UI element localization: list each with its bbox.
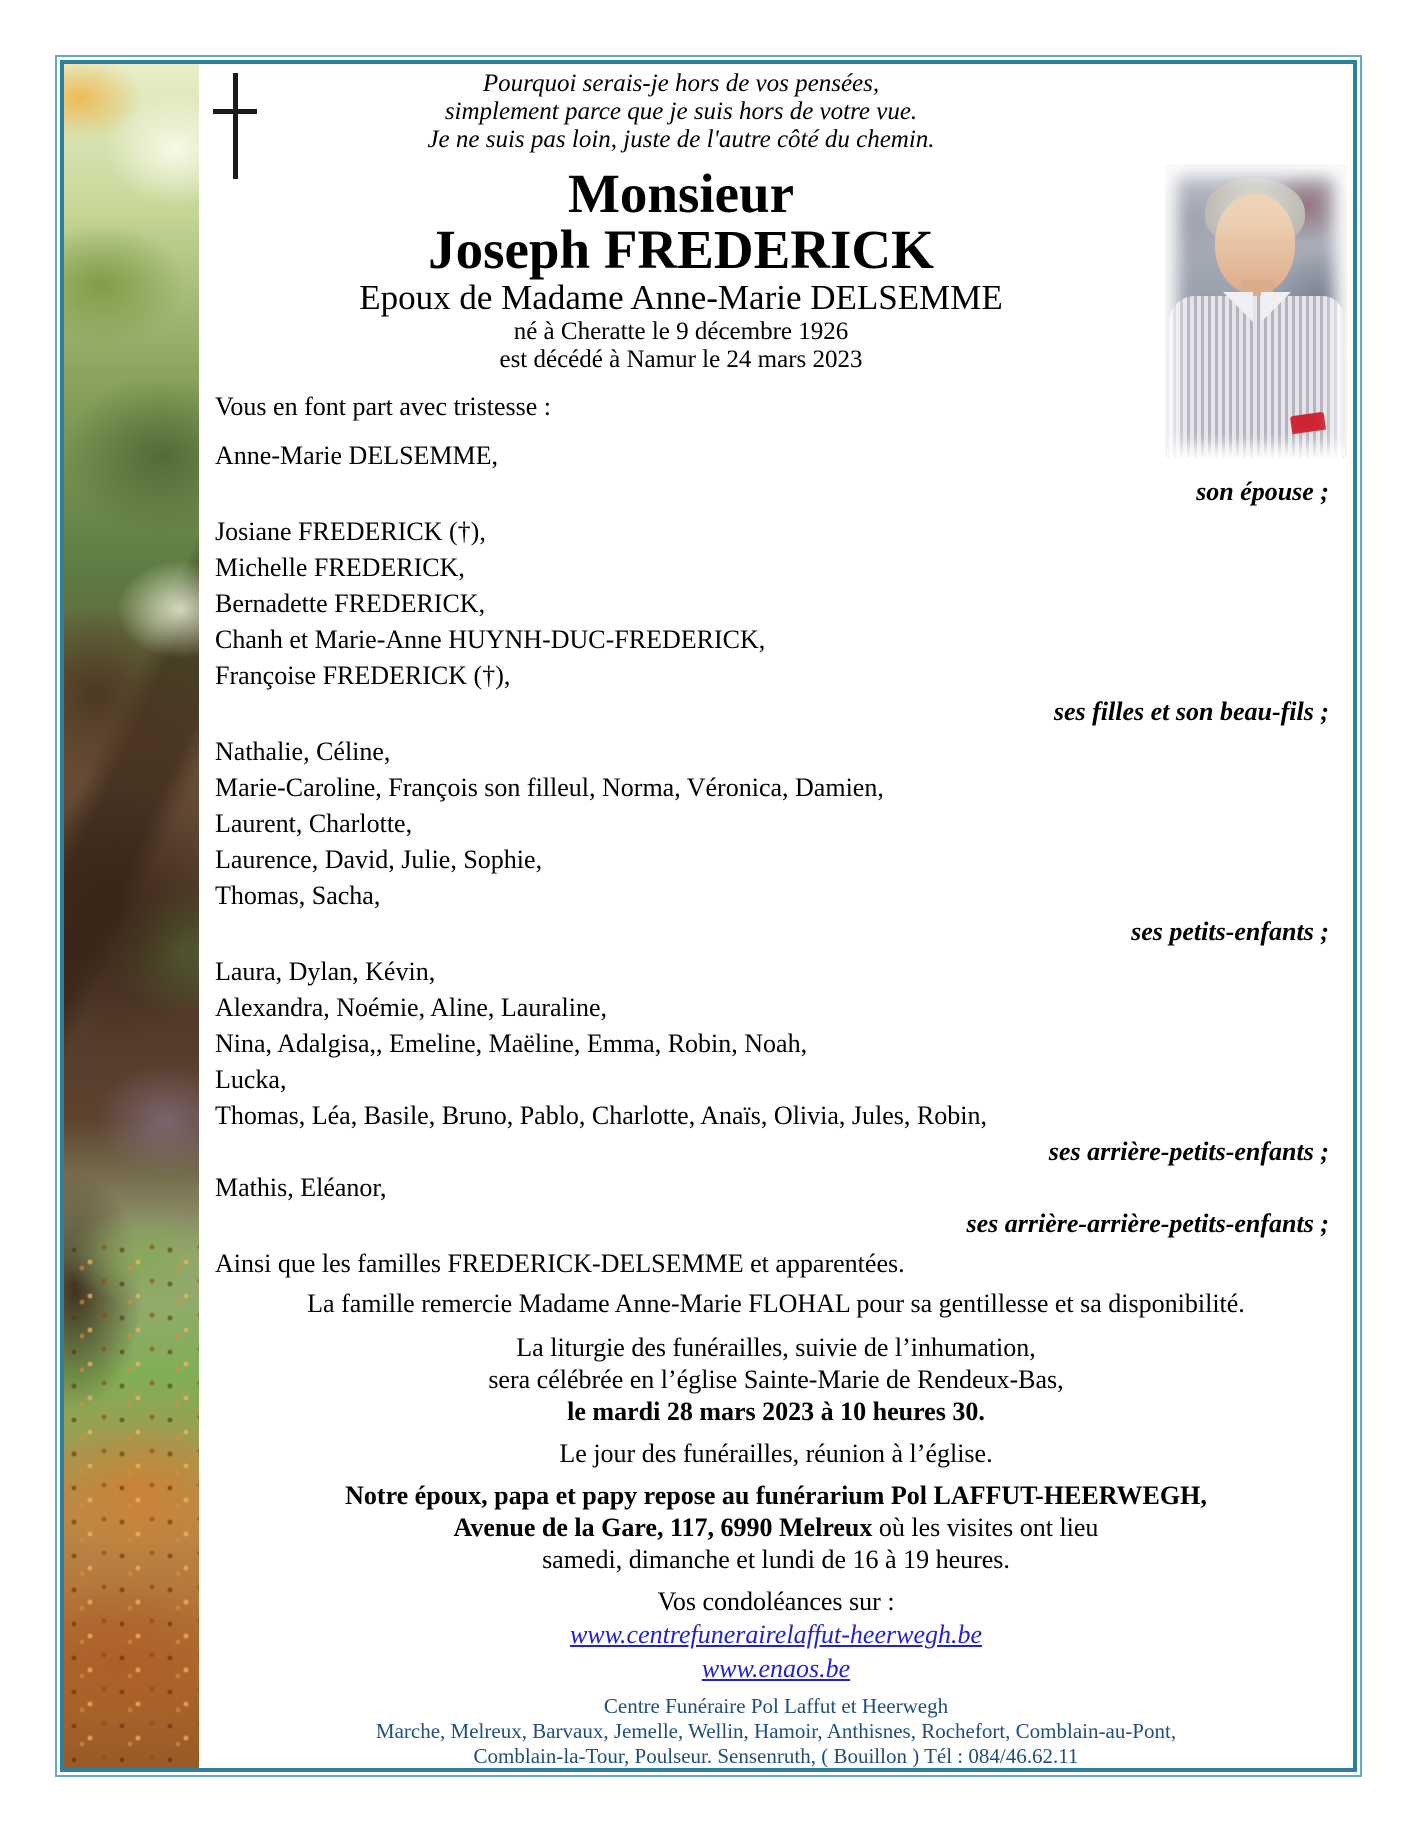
name-line: Anne-Marie DELSEMME, [215, 441, 499, 470]
footer-locations-line: Marche, Melreux, Barvaux, Jemelle, Wellin, Hamoir, Anthisnes, Rochefort, Comblain-au-Pont, [375, 1719, 1177, 1743]
cross-horizontal-bar [213, 109, 257, 114]
quote-line: Je ne suis pas loin, juste de l'autre côté du chemin. [427, 126, 935, 153]
name-line: Thomas, Sacha, [215, 881, 381, 910]
memorial-quote [199, 70, 1163, 154]
name-line: Chanh et Marie-Anne HUYNH-DUC-FREDERICK, [215, 625, 766, 654]
funerarium-block [199, 1480, 1353, 1576]
birth-death-dates [199, 318, 1163, 374]
name-line: Thomas, Léa, Basile, Bruno, Pablo, Charlotte, Anaïs, Olivia, Jules, Robin, [215, 1101, 987, 1130]
portrait-edge-fade [1165, 164, 1347, 458]
relation-label-great-grandchildren: ses arrière-petits-enfants ; [1048, 1137, 1329, 1166]
children-name-list [199, 514, 1353, 694]
name-line: Laurence, David, Julie, Sophie, [215, 845, 543, 874]
name-line: Françoise FREDERICK (†), [215, 661, 511, 690]
quote-line: simplement parce que je suis hors de votre vue. [444, 98, 918, 125]
spouse-line: Epoux de Madame Anne-Marie DELSEMME [359, 278, 1003, 317]
decorative-border-inner [60, 60, 1357, 1772]
name-line: Nathalie, Céline, [215, 737, 391, 766]
grandchildren-name-list [199, 734, 1353, 914]
condolences-intro: Vos condoléances sur : [657, 1587, 895, 1616]
ceremony-meeting-line: Le jour des funérailles, réunion à l’église. [559, 1439, 993, 1468]
relation-label-spouse: son épouse ; [1196, 477, 1329, 506]
funerarium-address: Avenue de la Gare, 117, 6990 Melreux [453, 1513, 873, 1542]
relation-label-grandchildren: ses petits-enfants ; [1131, 917, 1329, 946]
condolences-link-funeral-home[interactable]: www.centrefunerairelaffut-heerwegh.be [569, 1620, 983, 1649]
ceremony-line: sera célébrée en l’église Sainte-Marie de Rendeux-Bas, [488, 1365, 1064, 1394]
name-line: Michelle FREDERICK, [215, 553, 465, 582]
deceased-title-block [199, 163, 1163, 280]
birth-line: né à Cheratte le 9 décembre 1926 [513, 318, 849, 345]
ceremony-block [199, 1332, 1353, 1428]
cross-vertical-bar [233, 73, 238, 179]
name-line: Nina, Adalgisa,, Emeline, Maëline, Emma, Robin, Noah, [215, 1029, 808, 1058]
families-closing-line: Ainsi que les familles FREDERICK-DELSEMME et apparentées. [215, 1249, 905, 1278]
name-line: Mathis, Eléanor, [215, 1173, 387, 1202]
name-line: Josiane FREDERICK (†), [215, 517, 486, 546]
content-area [199, 64, 1353, 1768]
autumn-trees-photo [64, 64, 199, 1768]
great-grandchildren-name-list [199, 954, 1353, 1134]
quote-line: Pourquoi serais-je hors de vos pensées, [482, 70, 880, 97]
thanks-line: La famille remercie Madame Anne-Marie FLOHAL pour sa gentillesse et sa disponibilité. [307, 1289, 1245, 1318]
ceremony-line: La liturgie des funérailles, suivie de l’inhumation, [516, 1333, 1036, 1362]
funerarium-hours-line: samedi, dimanche et lundi de 16 à 19 heures. [542, 1545, 1010, 1574]
cross-icon [213, 73, 257, 179]
footer-locations-phone-line: Comblain-la-Tour, Poulseur. Sensenruth, ( Bouillon ) Tél : 084/46.62.11 [473, 1744, 1079, 1768]
death-line: est décédé à Namur le 24 mars 2023 [499, 346, 863, 373]
relation-label-great-great-grandchildren: ses arrière-arrière-petits-enfants ; [966, 1209, 1329, 1238]
funerarium-line: Notre époux, papa et papy repose au funérarium Pol LAFFUT-HEERWEGH, [345, 1481, 1207, 1510]
funerarium-address-rest: où les visites ont lieu [872, 1513, 1099, 1542]
decorative-border [55, 55, 1362, 1777]
name-line: Alexandra, Noémie, Aline, Lauraline, [215, 993, 608, 1022]
name-line: Marie-Caroline, François son filleul, Norma, Véronica, Damien, [215, 773, 884, 802]
deceased-portrait-photo [1165, 164, 1347, 458]
name-line: Laurent, Charlotte, [215, 809, 413, 838]
deceased-title: Monsieur [567, 163, 795, 224]
condolences-link-enaos[interactable]: www.enaos.be [701, 1654, 851, 1683]
footer-company-name: Centre Funéraire Pol Laffut et Heerwegh [603, 1694, 949, 1718]
condolence-links [199, 1618, 1353, 1686]
name-line: Lucka, [215, 1065, 287, 1094]
great-great-grandchildren-name-list [199, 1170, 1353, 1206]
funerarium-address-line [199, 1512, 1353, 1544]
name-line: Bernadette FREDERICK, [215, 589, 486, 618]
name-line: Laura, Dylan, Kévin, [215, 957, 436, 986]
relation-label-children: ses filles et son beau-fils ; [1053, 697, 1329, 726]
deceased-name: Joseph FREDERICK [428, 219, 934, 280]
ceremony-date-line: le mardi 28 mars 2023 à 10 heures 30. [567, 1397, 985, 1426]
announcement-intro: Vous en font part avec tristesse : [215, 392, 551, 421]
funeral-home-footer [199, 1694, 1353, 1769]
